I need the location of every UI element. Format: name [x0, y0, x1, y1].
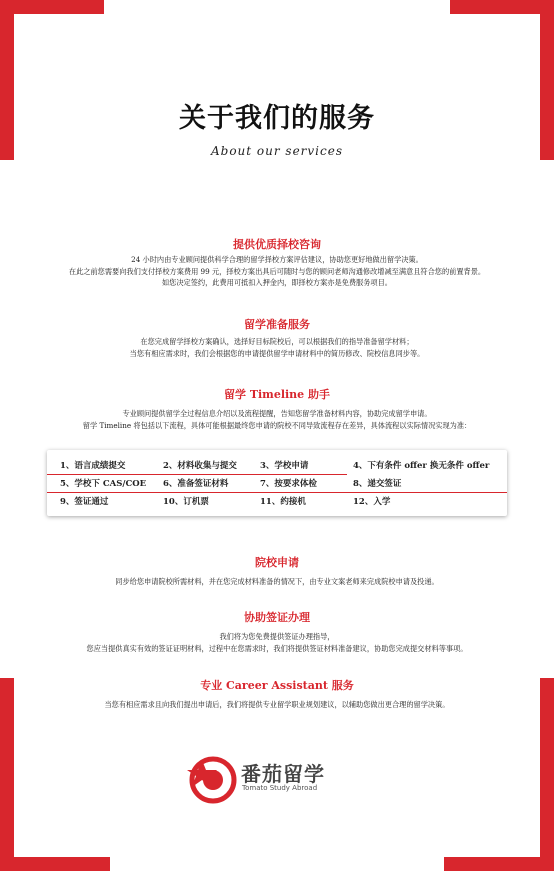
timeline-divider — [47, 492, 507, 493]
brand-logo — [186, 752, 366, 806]
section-body-visa — [0, 631, 554, 654]
timeline-divider — [47, 474, 347, 475]
corner-decoration-top-right — [450, 0, 554, 14]
timeline-step: 9、签证通过 — [60, 497, 109, 507]
timeline-row — [47, 495, 507, 513]
section-body-timeline — [0, 408, 554, 431]
timeline-step: 7、按要求体检 — [260, 479, 317, 489]
timeline-step: 6、准备签证材料 — [163, 479, 229, 489]
page-title: 关于我们的服务 — [179, 103, 375, 134]
section-body-school-selection — [0, 254, 554, 289]
section-line: 当您有相应需求且向我们提出申请后，我们将提供专业留学职业规划建议，以辅助您做出更合理的留学决策。 — [104, 700, 450, 709]
corner-decoration-top-right-vertical — [540, 0, 554, 160]
timeline-step: 4、下有条件 offer 换无条件 offer — [353, 461, 490, 471]
section-title-timeline: 留学 Timeline 助手 — [223, 388, 330, 401]
section-title-preparation: 留学准备服务 — [244, 318, 310, 331]
timeline-steps-box — [47, 450, 507, 516]
section-body-preparation — [0, 336, 554, 359]
timeline-step: 1、语言成绩提交 — [60, 461, 126, 471]
corner-decoration-top-left-vertical — [0, 0, 14, 160]
section-title-career: 专业 Career Assistant 服务 — [200, 679, 354, 692]
page-subtitle: About our services — [210, 144, 344, 158]
timeline-step: 2、材料收集与提交 — [163, 461, 237, 471]
section-line: 24 小时内由专业顾问提供科学合理的留学择校方案评估建议，协助您更好地做出留学决策。 — [131, 255, 423, 264]
brand-name: 番茄留学 — [241, 762, 325, 786]
section-title-school-selection: 提供优质择校咨询 — [233, 238, 321, 251]
timeline-step: 8、递交签证 — [353, 479, 402, 489]
timeline-step: 10、订机票 — [163, 497, 209, 507]
timeline-step: 3、学校申请 — [260, 461, 309, 471]
corner-decoration-top-left — [0, 0, 104, 14]
section-line: 在此之前您需要向我们支付择校方案费用 99 元，择校方案出具后可随时与您的顾问老师沟通修改增减至满意且符合您的前置背景。 — [68, 266, 486, 276]
section-line: 我们将为您免费提供签证办理指导， — [219, 632, 335, 641]
brand-name-english: Tomato Study Abroad — [242, 784, 318, 792]
section-body-career — [0, 699, 554, 711]
section-line: 在您完成留学择校方案确认，选择好目标院校后，可以根据我们的指导准备留学材料； — [140, 337, 414, 346]
timeline-step: 11、约接机 — [260, 497, 306, 507]
section-line: 专业顾问提供留学全过程信息介绍以及流程提醒，告知您留学准备材料内容，协助完成留学申请。 — [122, 409, 432, 418]
corner-decoration-bottom-right — [444, 857, 554, 871]
corner-decoration-bottom-left — [0, 857, 110, 871]
section-title-application: 院校申请 — [255, 556, 299, 569]
section-line: 留学 Timeline 将包括以下流程，具体可能根据最终您申请的院校不同导致流程存在差异，具体流程以实际情况实现为准： — [82, 420, 472, 430]
section-line: 当您有相应需求时，我们会根据您的申请提供留学申请材料中的简历修改、院校信息同步等。 — [129, 348, 425, 358]
section-line: 如您决定签约，此费用可抵扣入押金内，即择校方案亦是免费服务项目。 — [161, 278, 392, 287]
timeline-step: 12、入学 — [353, 497, 391, 507]
section-title-visa: 协助签证办理 — [244, 611, 310, 624]
section-line: 您应当提供真实有效的签证证明材料，过程中在您需求时，我们将提供签证材料准备建议，协助您完成提交材料等事项。 — [86, 643, 468, 653]
section-line: 同步给您申请院校所需材料，并在您完成材料准备的情况下，由专业文案老师来完成院校申请及投递。 — [115, 577, 439, 586]
tomato-star-icon — [186, 752, 238, 804]
timeline-step: 5、学校下 CAS/COE — [60, 479, 147, 489]
section-body-application — [0, 576, 554, 588]
